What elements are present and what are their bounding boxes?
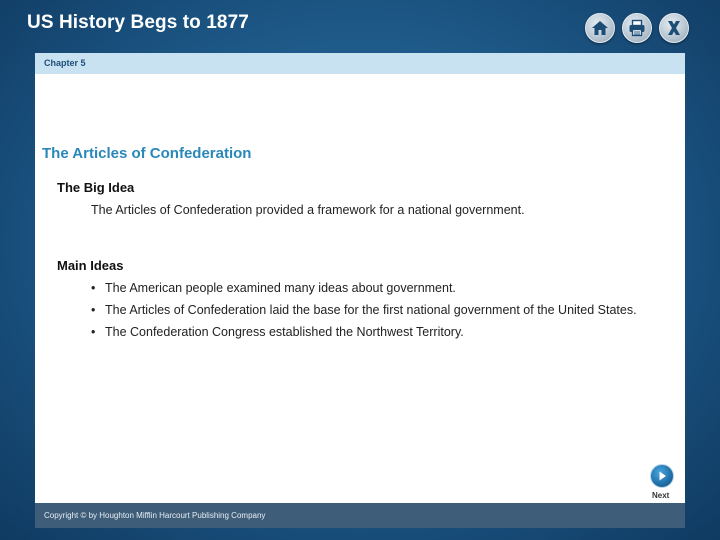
next-button[interactable] [650,464,674,488]
big-idea-text: The Articles of Confederation provided a framework for a national government. [91,203,525,217]
bullet-icon: • [91,325,96,339]
list-item [91,279,661,297]
print-button[interactable] [622,13,652,43]
play-arrow-icon [656,470,668,482]
list-item-text: The American people examined many ideas about government. [105,281,456,295]
bullet-icon: • [91,281,96,295]
big-idea-heading: The Big Idea [57,180,135,195]
list-item [91,323,661,341]
content-panel [35,53,685,503]
printer-icon [627,18,647,38]
app-title: US History Begs to 1877 [27,12,249,33]
main-ideas-heading: Main Ideas [57,258,124,273]
bullet-icon: • [91,303,96,317]
toolbar [585,13,689,43]
home-icon [590,18,610,38]
list-item [91,301,661,319]
close-icon [664,18,684,38]
main-ideas-list [91,279,661,345]
copyright-footer: Copyright © by Houghton Mifflin Harcourt Publishing Company [35,503,685,528]
next-label[interactable]: Next [652,491,670,500]
list-item-text: The Confederation Congress established the Northwest Territory. [105,325,464,339]
list-item-text: The Articles of Confederation laid the base for the first national government of the United States. [105,303,637,317]
chapter-label: Chapter 5 [35,53,685,74]
home-button[interactable] [585,13,615,43]
close-button[interactable] [659,13,689,43]
section-title: The Articles of Confederation [42,145,252,162]
